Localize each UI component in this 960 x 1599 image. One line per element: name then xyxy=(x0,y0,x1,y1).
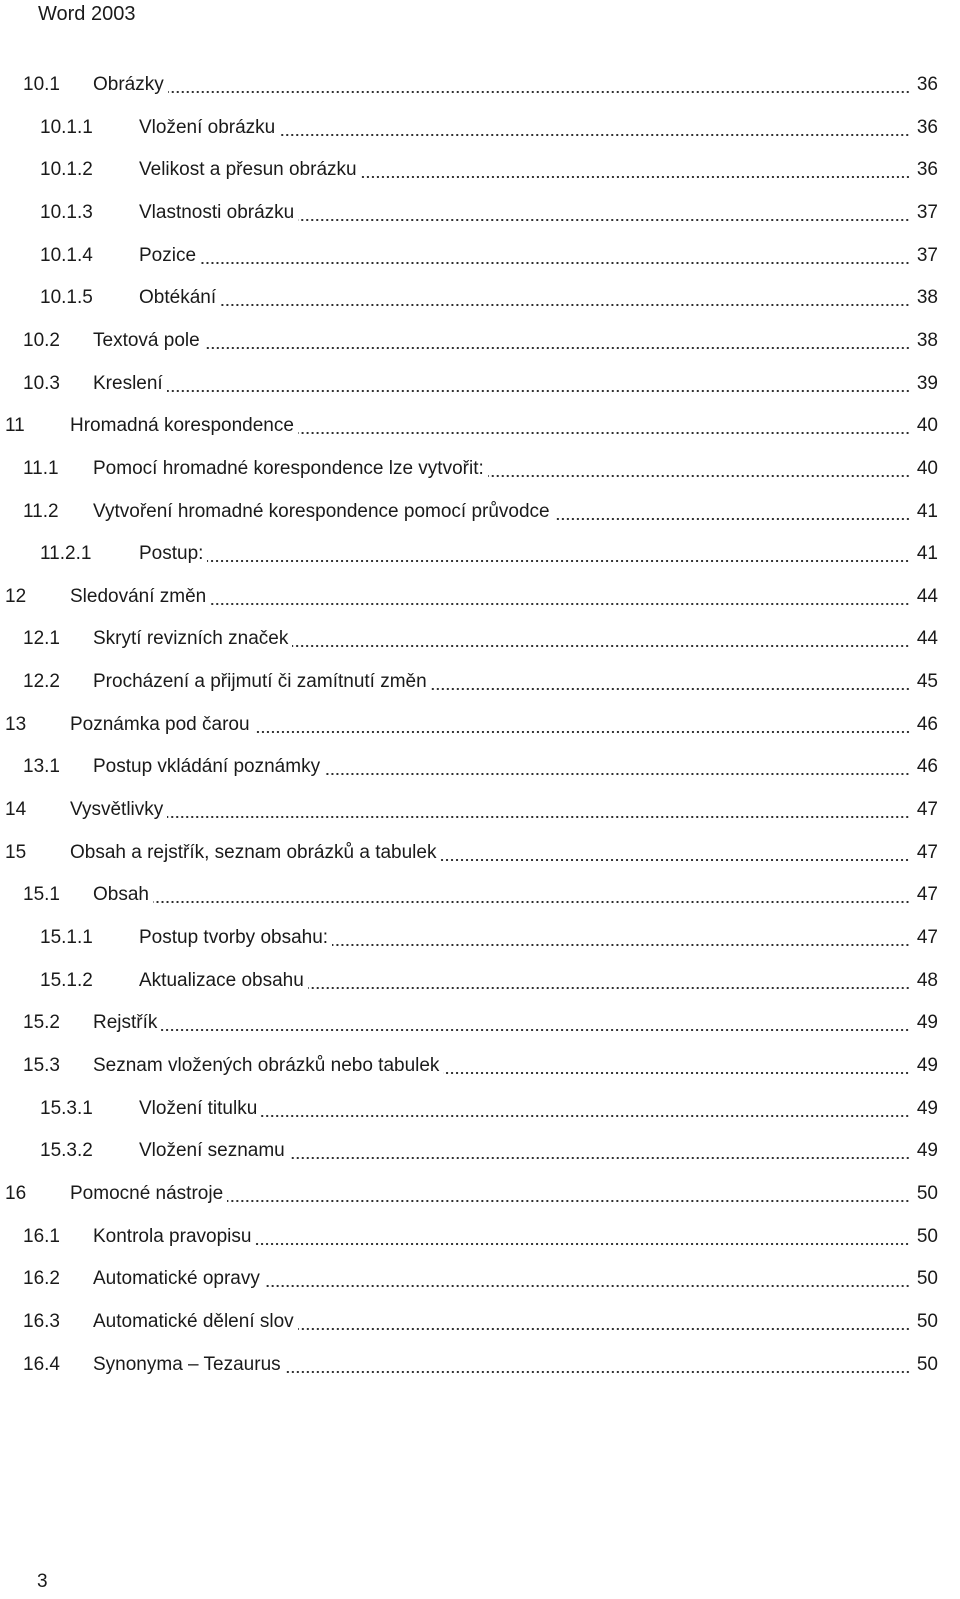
toc-entry-page: 47 xyxy=(916,927,938,948)
toc-entry-title: Pomocí hromadné korespondence lze vytvořit: xyxy=(93,458,484,479)
dot-leader xyxy=(200,262,910,264)
toc-entry-title: Kreslení xyxy=(93,373,163,394)
dot-leader xyxy=(488,475,910,477)
dot-leader xyxy=(308,987,910,989)
toc-entry-number: 10.2 xyxy=(23,330,60,351)
toc-entry-title: Vložení titulku xyxy=(139,1098,258,1119)
toc-entry-page: 46 xyxy=(916,756,938,777)
toc-entry-number: 16.4 xyxy=(23,1354,60,1375)
toc-entry-number: 10.1.2 xyxy=(40,159,93,180)
dot-leader xyxy=(298,1328,910,1330)
dot-leader xyxy=(285,1371,910,1373)
toc-entry[interactable] xyxy=(40,241,938,271)
toc-entry-title: Pomocné nástroje xyxy=(70,1183,224,1204)
toc-entry[interactable] xyxy=(23,1051,938,1081)
dot-leader xyxy=(440,859,910,861)
dot-leader xyxy=(298,432,910,434)
toc-entry-page: 47 xyxy=(916,884,938,905)
toc-entry-number: 15.3 xyxy=(23,1055,60,1076)
dot-leader xyxy=(261,1115,910,1117)
toc-entry[interactable] xyxy=(40,923,938,953)
toc-entry-number: 16.1 xyxy=(23,1226,60,1247)
toc-entry[interactable] xyxy=(23,70,938,100)
toc-entry-title: Sledování změn xyxy=(70,586,207,607)
toc-entry-title: Aktualizace obsahu xyxy=(139,970,304,991)
toc-entry[interactable] xyxy=(23,326,938,356)
toc-entry-number: 15.1 xyxy=(23,884,60,905)
toc-entry-title: Poznámka pod čarou xyxy=(70,714,250,735)
toc-entry-title: Vlastnosti obrázku xyxy=(139,202,295,223)
dot-leader xyxy=(167,816,910,818)
toc-entry[interactable] xyxy=(40,1136,938,1166)
toc-entry[interactable] xyxy=(40,155,938,185)
toc-entry-number: 15 xyxy=(5,842,27,863)
toc-entry-title: Skrytí revizních značek xyxy=(93,628,289,649)
toc-entry-number: 12.1 xyxy=(23,628,60,649)
toc-entry-number: 13 xyxy=(5,714,27,735)
toc-entry[interactable] xyxy=(5,582,938,612)
dot-leader xyxy=(292,645,910,647)
toc-entry-title: Procházení a přijmutí či zamítnutí změn xyxy=(93,671,427,692)
toc-entry-title: Hromadná korespondence xyxy=(70,415,294,436)
toc-entry-page: 41 xyxy=(916,501,938,522)
toc-entry[interactable] xyxy=(23,369,938,399)
toc-entry-page: 38 xyxy=(916,287,938,308)
toc-entry-number: 10.1.1 xyxy=(40,117,93,138)
toc-entry-number: 10.1.3 xyxy=(40,202,93,223)
toc-entry-page: 37 xyxy=(916,202,938,223)
toc-entry-title: Automatické opravy xyxy=(93,1268,260,1289)
toc-entry-page: 49 xyxy=(916,1098,938,1119)
toc-entry[interactable] xyxy=(5,1179,938,1209)
toc-entry-title: Synonyma – Tezaurus xyxy=(93,1354,281,1375)
toc-entry-number: 16.2 xyxy=(23,1268,60,1289)
toc-entry-number: 12.2 xyxy=(23,671,60,692)
toc-entry-page: 40 xyxy=(916,415,938,436)
toc-entry-number: 10.1 xyxy=(23,74,60,95)
toc-entry[interactable] xyxy=(23,1307,938,1337)
dot-leader xyxy=(168,91,910,93)
toc-entry[interactable] xyxy=(40,539,938,569)
toc-entry-number: 15.3.2 xyxy=(40,1140,93,1161)
toc-entry-number: 10.3 xyxy=(23,373,60,394)
dot-leader xyxy=(207,560,910,562)
toc-entry-page: 49 xyxy=(916,1140,938,1161)
toc-entry-page: 40 xyxy=(916,458,938,479)
toc-entry-page: 48 xyxy=(916,970,938,991)
toc-entry-page: 36 xyxy=(916,117,938,138)
toc-entry-page: 44 xyxy=(916,586,938,607)
toc-entry-page: 49 xyxy=(916,1055,938,1076)
toc-entry-number: 15.1.1 xyxy=(40,927,93,948)
toc-entry-page: 50 xyxy=(916,1183,938,1204)
running-header: Word 2003 xyxy=(38,3,136,25)
toc-entry-number: 15.2 xyxy=(23,1012,60,1033)
toc-entry[interactable] xyxy=(40,966,938,996)
toc-entry-number: 16 xyxy=(5,1183,27,1204)
toc-entry-page: 50 xyxy=(916,1226,938,1247)
toc-entry[interactable] xyxy=(40,1094,938,1124)
dot-leader xyxy=(264,1285,910,1287)
dot-leader xyxy=(298,219,910,221)
toc-entry[interactable] xyxy=(23,1008,938,1038)
dot-leader xyxy=(255,1243,910,1245)
dot-leader xyxy=(220,304,910,306)
page-number: 3 xyxy=(37,1571,48,1592)
toc-entry-title: Postup vkládání poznámky xyxy=(93,756,321,777)
toc-entry[interactable] xyxy=(23,497,938,527)
toc-entry-title: Textová pole xyxy=(93,330,200,351)
toc-entry[interactable] xyxy=(23,752,938,782)
toc-entry[interactable] xyxy=(5,838,938,868)
toc-entry[interactable] xyxy=(23,880,938,910)
toc-entry-page: 45 xyxy=(916,671,938,692)
toc-entry-page: 36 xyxy=(916,74,938,95)
toc-entry-title: Vložení obrázku xyxy=(139,117,276,138)
toc-entry-title: Postup: xyxy=(139,543,204,564)
toc-entry-title: Seznam vložených obrázků nebo tabulek xyxy=(93,1055,440,1076)
toc-entry-page: 36 xyxy=(916,159,938,180)
toc-entry-title: Vložení seznamu xyxy=(139,1140,285,1161)
toc-entry-page: 47 xyxy=(916,799,938,820)
dot-leader xyxy=(227,1200,910,1202)
toc-entry-title: Obsah xyxy=(93,884,149,905)
toc-entry[interactable] xyxy=(23,1222,938,1252)
toc-entry-number: 11 xyxy=(5,415,25,436)
toc-entry-page: 44 xyxy=(916,628,938,649)
toc-entry-number: 10.1.5 xyxy=(40,287,93,308)
toc-entry-number: 15.3.1 xyxy=(40,1098,93,1119)
dot-leader xyxy=(554,518,910,520)
toc-entry-title: Vysvětlivky xyxy=(70,799,164,820)
toc-entry-page: 37 xyxy=(916,245,938,266)
toc-entry-number: 11.2.1 xyxy=(40,543,92,564)
toc-entry-page: 38 xyxy=(916,330,938,351)
toc-entry-title: Pozice xyxy=(139,245,197,266)
toc-entry-number: 11.2 xyxy=(23,501,59,522)
toc-entry-title: Velikost a přesun obrázku xyxy=(139,159,357,180)
toc-entry-number: 12 xyxy=(5,586,27,607)
toc-entry-page: 49 xyxy=(916,1012,938,1033)
toc-entry-title: Obtékání xyxy=(139,287,217,308)
toc-entry[interactable] xyxy=(23,624,938,654)
toc-entry-page: 50 xyxy=(916,1311,938,1332)
toc-entry-title: Automatické dělení slov xyxy=(93,1311,294,1332)
toc-entry-page: 50 xyxy=(916,1354,938,1375)
toc-entry-number: 16.3 xyxy=(23,1311,60,1332)
toc-entry-page: 46 xyxy=(916,714,938,735)
toc-entry-page: 50 xyxy=(916,1268,938,1289)
dot-leader xyxy=(204,347,910,349)
toc-entry[interactable] xyxy=(23,1264,938,1294)
dot-leader xyxy=(289,1157,910,1159)
toc-entry-number: 15.1.2 xyxy=(40,970,93,991)
toc-entry-title: Obrázky xyxy=(93,74,164,95)
dot-leader xyxy=(443,1072,910,1074)
dot-leader xyxy=(361,176,910,178)
toc-entry-number: 11.1 xyxy=(23,458,59,479)
toc-entry-number: 13.1 xyxy=(23,756,60,777)
toc-entry-title: Postup tvorby obsahu: xyxy=(139,927,329,948)
toc-entry[interactable] xyxy=(40,113,938,143)
dot-leader xyxy=(332,944,910,946)
dot-leader xyxy=(153,901,910,903)
toc-entry[interactable] xyxy=(23,454,938,484)
toc-entry[interactable] xyxy=(23,1350,938,1380)
toc-entry-title: Obsah a rejstřík, seznam obrázků a tabulek xyxy=(70,842,437,863)
dot-leader xyxy=(161,1029,910,1031)
toc-entry[interactable] xyxy=(5,710,938,740)
toc-entry-title: Vytvoření hromadné korespondence pomocí průvodce xyxy=(93,501,550,522)
toc-entry[interactable] xyxy=(40,198,938,228)
toc-entry-title: Rejstřík xyxy=(93,1012,158,1033)
toc-entry-page: 41 xyxy=(916,543,938,564)
dot-leader xyxy=(210,603,910,605)
toc-entry-number: 14 xyxy=(5,799,27,820)
toc-entry[interactable] xyxy=(5,795,938,825)
toc-entry[interactable] xyxy=(5,411,938,441)
toc-entry-title: Kontrola pravopisu xyxy=(93,1226,252,1247)
dot-leader xyxy=(431,688,910,690)
toc-entry-page: 39 xyxy=(916,373,938,394)
toc-entry-number: 10.1.4 xyxy=(40,245,93,266)
dot-leader xyxy=(254,731,910,733)
toc-entry[interactable] xyxy=(40,283,938,313)
toc-entry[interactable] xyxy=(23,667,938,697)
toc-entry-page: 47 xyxy=(916,842,938,863)
dot-leader xyxy=(279,134,910,136)
dot-leader xyxy=(167,390,910,392)
dot-leader xyxy=(324,773,910,775)
